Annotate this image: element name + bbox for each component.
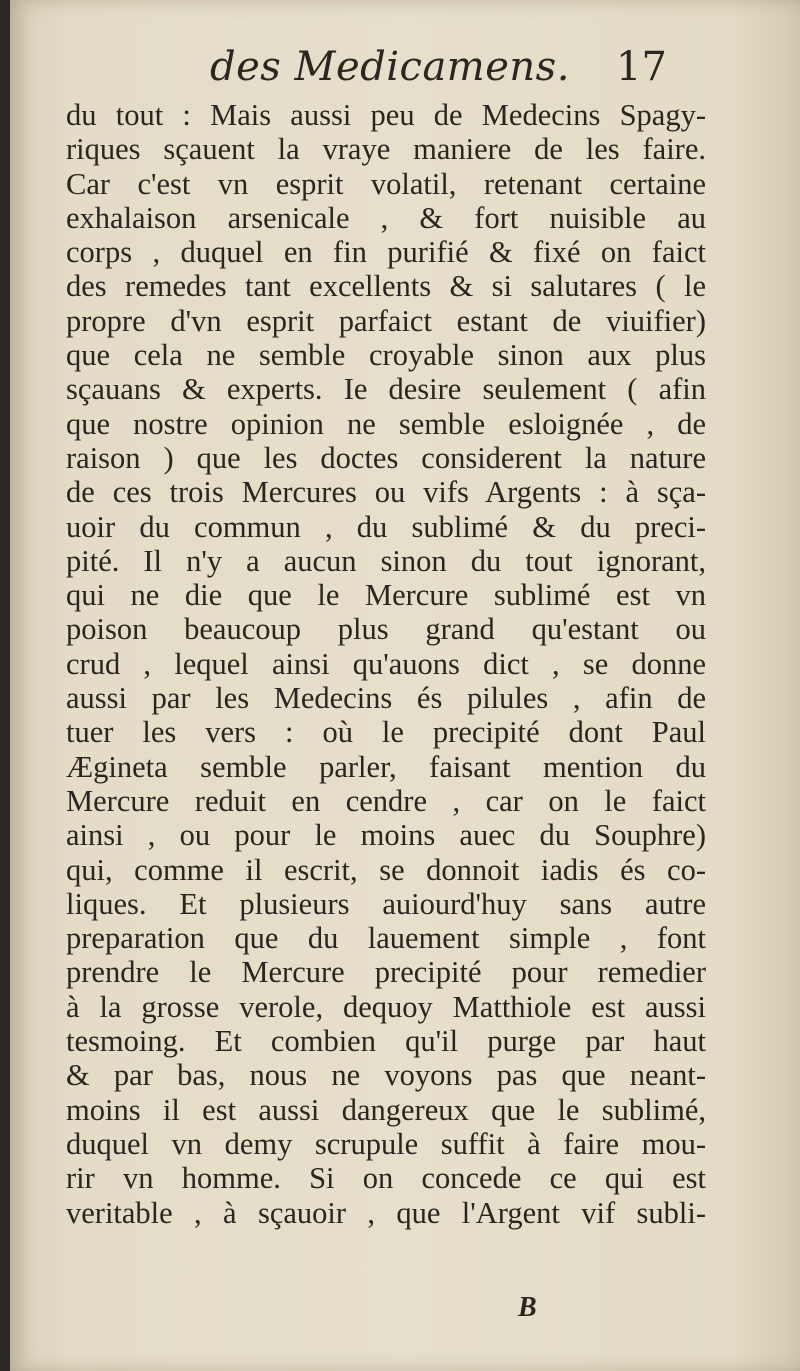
text-line: de ces trois Mercures ou vifs Argents : à sça- — [66, 475, 706, 510]
text-line: Car c'est vn esprit volatil, retenant certaine — [66, 166, 706, 201]
body-text — [66, 98, 706, 1230]
text-line: que nostre opinion ne semble esloignée , de — [66, 406, 706, 441]
text-line: Mercure reduit en cendre , car on le faict — [66, 783, 706, 818]
text-line: crud , lequel ainsi qu'auons dict , se donne — [66, 646, 706, 681]
text-line: preparation que du lauement simple , font — [66, 921, 706, 956]
text-line: du tout : Mais aussi peu de Medecins Spagy- — [66, 98, 706, 132]
text-line: ainsi , ou pour le moins auec du Souphre) — [66, 818, 706, 853]
text-line: moins il est aussi dangereux que le sublimé, — [66, 1092, 706, 1127]
text-line: veritable , à sçauoir , que l'Argent vif subli- — [66, 1195, 706, 1230]
text-line: duquel vn demy scrupule suffit à faire mou- — [66, 1126, 706, 1161]
signature-mark: B — [518, 1292, 537, 1323]
page-header — [10, 40, 800, 100]
page-number: 17 — [616, 44, 667, 90]
text-line: que cela ne semble croyable sinon aux plus — [66, 338, 706, 373]
text-line: tesmoing. Et combien qu'il purge par haut — [66, 1024, 706, 1059]
text-line: raison ) que les doctes considerent la nature — [66, 440, 706, 475]
text-line: corps , duquel en fin purifié & fixé on faict — [66, 235, 706, 270]
text-line: qui, comme il escrit, se donnoit iadis és co- — [66, 852, 706, 887]
text-line: des remedes tant excellents & si salutares ( le — [66, 269, 706, 304]
text-line: tuer les vers : où le precipité dont Paul — [66, 715, 706, 750]
text-line: riques sçauent la vraye maniere de les faire. — [66, 132, 706, 167]
text-line: rir vn homme. Si on concede ce qui est — [66, 1161, 706, 1196]
text-line: Ægineta semble parler, faisant mention du — [66, 749, 706, 784]
text-line: uoir du commun , du sublimé & du preci- — [66, 509, 706, 544]
text-line: & par bas, nous ne voyons pas que neant- — [66, 1058, 706, 1093]
text-line: liques. Et plusieurs auiourd'huy sans autre — [66, 886, 706, 921]
book-page — [10, 0, 800, 1371]
text-line: à la grosse verole, dequoy Matthiole est aussi — [66, 989, 706, 1024]
text-line: poison beaucoup plus grand qu'estant ou — [66, 612, 706, 647]
text-line: pité. Il n'y a aucun sinon du tout ignorant, — [66, 543, 706, 578]
text-line: qui ne die que le Mercure sublimé est vn — [66, 578, 706, 613]
text-line: aussi par les Medecins és pilules , afin de — [66, 681, 706, 716]
text-line: prendre le Mercure precipité pour remedier — [66, 955, 706, 990]
text-line: sçauans & experts. Ie desire seulement ( afin — [66, 372, 706, 407]
text-line: propre d'vn esprit parfaict estant de viuifier) — [66, 303, 706, 338]
running-title: des Medicamens. — [210, 44, 570, 90]
text-line: exhalaison arsenicale , & fort nuisible au — [66, 200, 706, 235]
